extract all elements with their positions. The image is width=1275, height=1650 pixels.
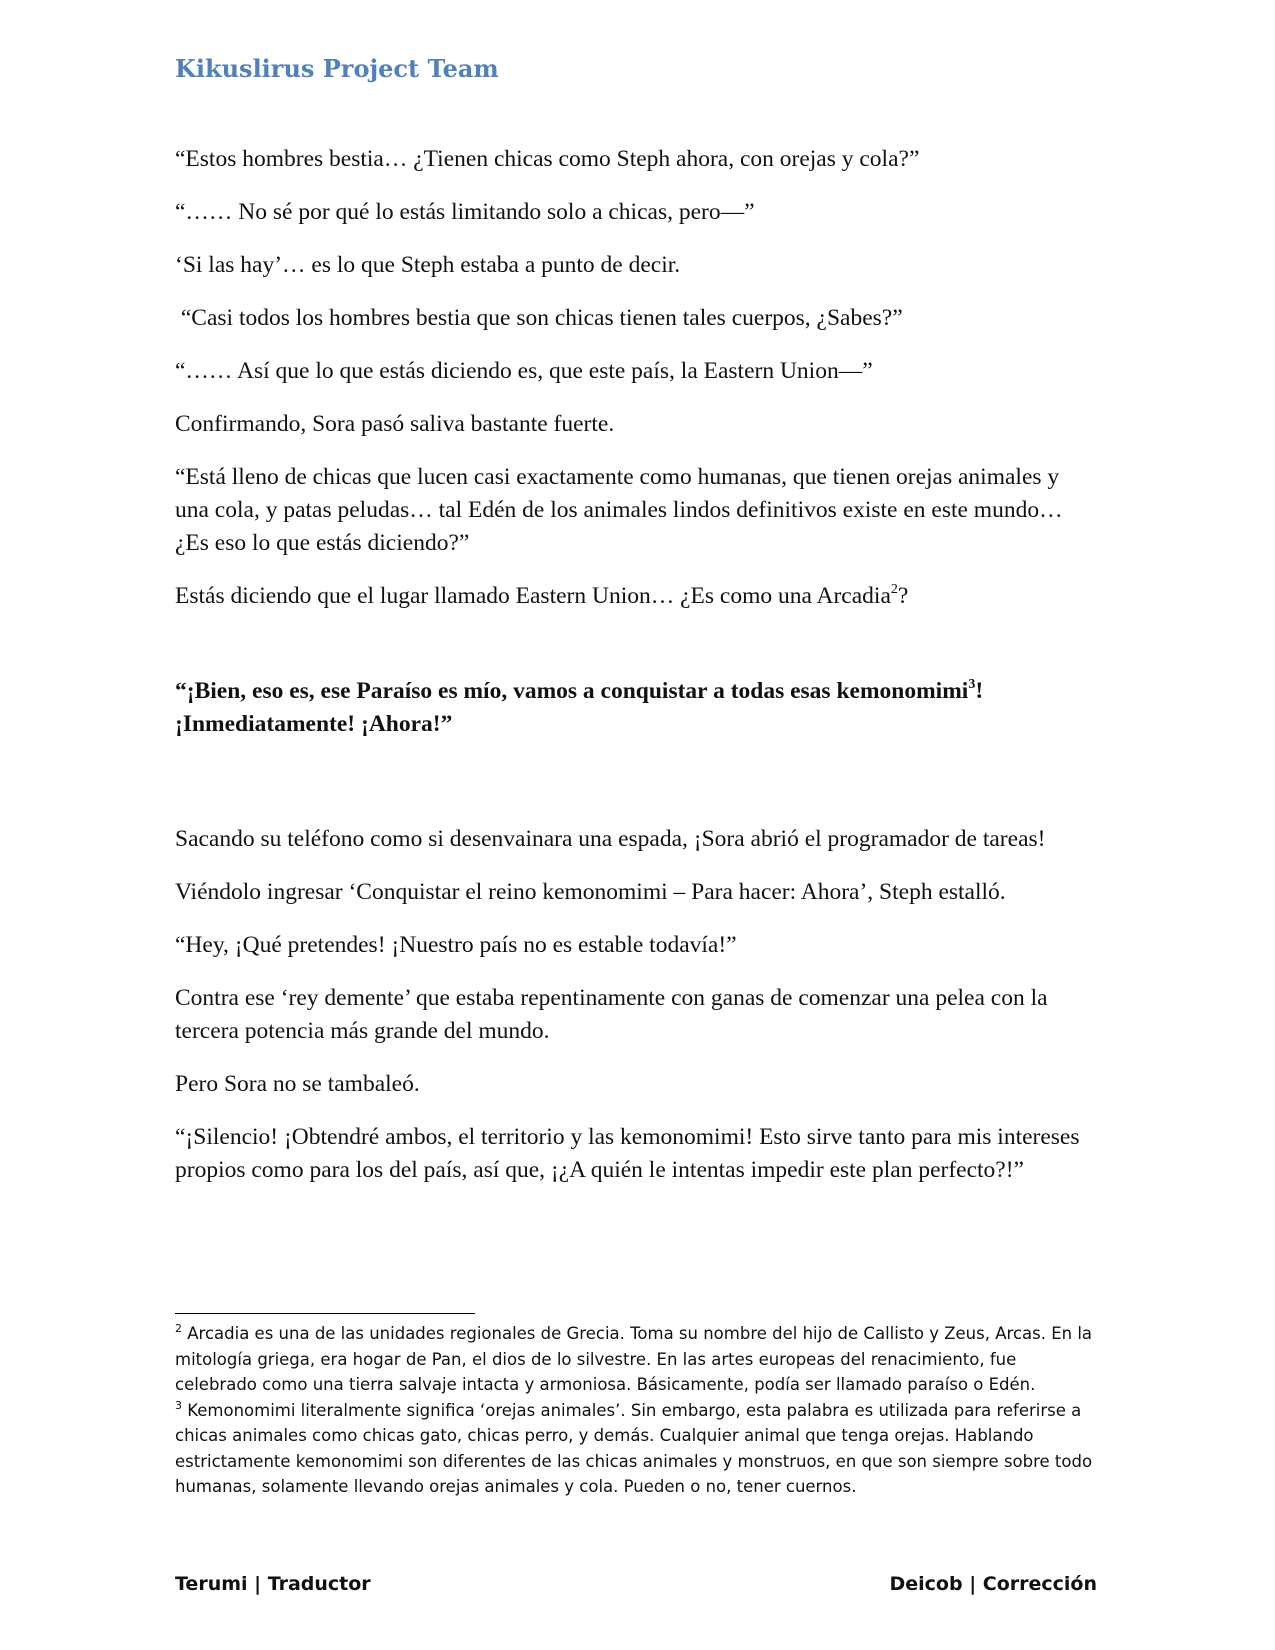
paragraph-text: ? xyxy=(897,583,909,609)
paragraph: Confirmando, Sora pasó saliva bastante fuerte. xyxy=(175,411,615,437)
paragraph: “Hey, ¡Qué pretendes! ¡Nuestro país no es estable todavía!” xyxy=(175,932,737,958)
footnote-ref[interactable]: 2 xyxy=(890,582,898,597)
paragraph: “Casi todos los hombres bestia que son chicas tienen tales cuerpos, ¿Sabes?” xyxy=(175,305,903,331)
footnote-number: 3 xyxy=(175,1398,182,1412)
paragraph-text: ! ¡Inmediatamente! ¡Ahora!” xyxy=(175,678,984,737)
footnote-number: 2 xyxy=(175,1322,182,1335)
footer-proofreader: Deicob | Corrección xyxy=(889,1573,1097,1595)
page-header-title: Kikuslirus Project Team xyxy=(175,54,499,83)
document-body xyxy=(175,143,1095,1207)
paragraph-text: “¡Bien, eso es, ese Paraíso es mío, vamos a conquistar a todas esas kemonomimi xyxy=(175,678,969,704)
paragraph: “Está lleno de chicas que lucen casi exactamente como humanas, que tienen orejas animales y una cola, y patas peludas… tal Edén de los animales lindos definitivos existe en este mundo… ¿Es eso lo que estás diciendo?” xyxy=(175,464,1063,556)
footnote xyxy=(175,1321,1100,1398)
footnote xyxy=(175,1398,1100,1500)
paragraph-text: Estás diciendo que el lugar llamado Eastern Union… ¿Es como una Arcadia xyxy=(175,583,891,609)
paragraph: “Estos hombres bestia… ¿Tienen chicas como Steph ahora, con orejas y cola?” xyxy=(175,146,920,172)
footnote-text: Kemonomimi literalmente significa ‘orejas animales’. Sin embargo, esta palabra es utilizada para referirse a chicas animales como chicas gato, chicas perro, y demás. Cualquier animal que tenga orejas. Hablando estrictamente kemonomimi son diferentes de las chicas animales y monstruos, en que son siempre sobre todo humanas, solamente llevando orejas animales y cola. Pueden o no, tener cuernos. xyxy=(175,1400,1093,1496)
footnote-separator xyxy=(175,1313,475,1314)
paragraph: Viéndolo ingresar ‘Conquistar el reino kemonomimi – Para hacer: Ahora’, Steph estalló. xyxy=(175,879,1006,905)
paragraph: Contra ese ‘rey demente’ que estaba repentinamente con ganas de comenzar una pelea con la tercera potencia más grande del mundo. xyxy=(175,985,1048,1044)
footer-translator: Terumi | Traductor xyxy=(175,1573,371,1595)
paragraph: Sacando su teléfono como si desenvainara una espada, ¡Sora abrió el programador de tareas! xyxy=(175,826,1046,852)
footnote-text: Arcadia es una de las unidades regionales de Grecia. Toma su nombre del hijo de Callisto y Zeus, Arcas. En la mitología griega, era hogar de Pan, el dios de lo silvestre. En las artes europeas del renacimiento, fue celebrado como una tierra salvaje intacta y armoniosa. Básicamente, podía ser llamado paraíso o Edén. xyxy=(175,1324,1093,1394)
paragraph: Pero Sora no se tambaleó. xyxy=(175,1071,420,1097)
footnote-ref[interactable]: 3 xyxy=(968,677,976,692)
paragraph: “…… No sé por qué lo estás limitando solo a chicas, pero—” xyxy=(175,199,755,225)
paragraph: ‘Si las hay’… es lo que Steph estaba a punto de decir. xyxy=(175,252,681,278)
paragraph: “¡Silencio! ¡Obtendré ambos, el territorio y las kemonomimi! Esto sirve tanto para mis intereses propios como para los del país, así que, ¡¿A quién le intentas impedir este plan perfecto?!” xyxy=(175,1124,1080,1183)
footnotes xyxy=(175,1321,1100,1500)
paragraph-with-footnote xyxy=(175,580,1095,613)
paragraph: “…… Así que lo que estás diciendo es, que este país, la Eastern Union—” xyxy=(175,358,873,384)
bold-paragraph-with-footnote xyxy=(175,675,1095,741)
